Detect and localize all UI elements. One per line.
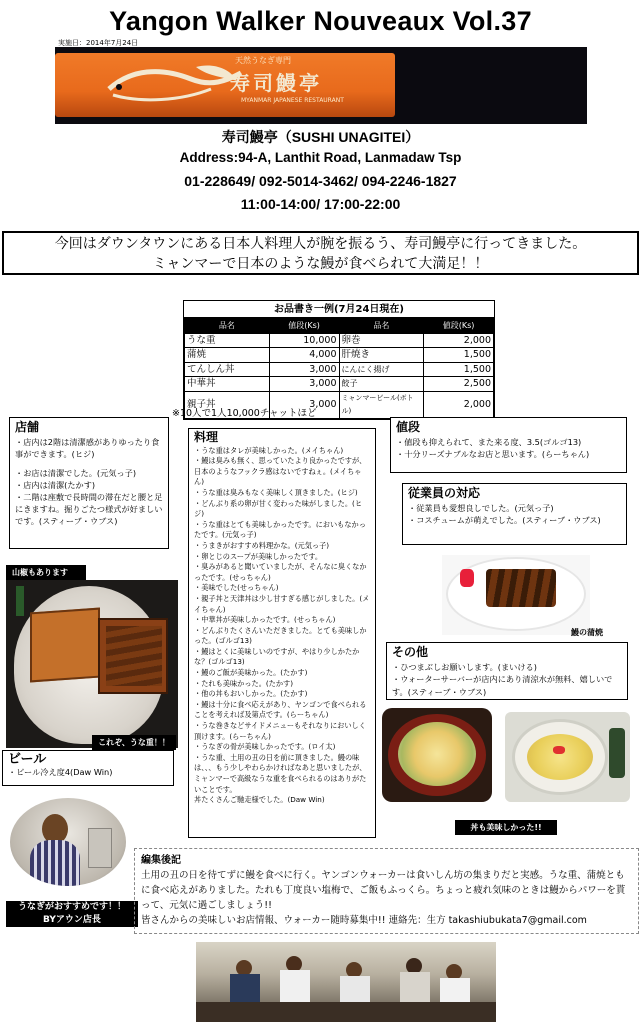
kabayaki-photo [442,555,590,635]
review-line: ・臭みがあると聞いていましたが、そんなに臭くなかったです。(せっちゃん) [194,562,367,582]
menu-title: お品書き一例(7月24日現在) [184,301,494,318]
menu-item-price: 2,000 [424,333,494,348]
review-line: ・鰻はとくに美味しいのですが、やはり少しかたかな？(ゴルゴ13) [194,646,360,667]
menu-note: ※10人で1人10,000チャットほど [172,408,317,419]
unaju-photo [6,580,178,748]
review-line: ・美味でした(せっちゃん) [194,583,279,593]
food-review-list [194,446,370,806]
menu-item-name: 中華丼 [185,377,270,392]
manager-caption-line-1: うなぎがおすすめです！！ [6,901,138,914]
review-line: ・従業員も愛想良しでした。(元気っ子) [408,503,554,514]
shop-review-box [9,417,169,549]
review-line: ・どんぶり系の卵が甘く変わった味がしました。(ヒジ) [194,498,363,519]
menu-item-name: 親子丼 [185,391,270,418]
review-line: ・うなぎの骨が美味しかったです。(ロイ太) [194,742,336,752]
col-name-left: 品名 [185,319,270,334]
editor-note-contact: 皆さんからの美味しいお店情報、ウォーカー随時募集中!! 連絡先：生方 takashiubukata7@gmail.com [141,915,587,926]
menu-table [183,300,495,420]
menu-item-name: 肝焼き [339,348,424,363]
shop-phone: 01-228649/ 092-5014-3462/ 094-2246-1827 [184,173,457,189]
review-line: ・親子丼と天津丼は少し甘すぎる感じがしました。(メイちゃん) [194,593,370,614]
donburi-photo-1 [382,708,492,802]
caption-sansho: 山椒もあります [6,565,86,580]
sign-name: 寿司鰻亭 [230,71,322,95]
manager-caption-line-2: BYアウン店長 [6,914,138,927]
review-line: ・うな重は臭みもなく美味しく頂きました。(ヒジ) [194,487,358,497]
eel-logo-icon [101,59,251,111]
editor-note [134,848,639,934]
review-line: ・どんぶりたくさんいただきました。とても美味しかった。(ゴルゴ13) [194,625,367,646]
food-review-heading: 料理 [194,430,219,444]
review-line: ・うな重はとても美味しかったです。においもなかったです。(元気っ子) [194,519,366,540]
col-price-right: 値段(Ks) [424,319,494,334]
menu-item-price: 3,000 [269,391,339,418]
review-line: ・ビール冷え度4(Daw Win) [8,767,113,778]
menu-item-name: ミャンマービール(ボトル) [339,391,424,418]
review-line: ・たれも美味かった。(たかす) [194,678,294,688]
review-line: ・中華丼が美味しかったです。(せっちゃん) [194,615,336,625]
shop-name: 寿司鰻亭（SUSHI UNAGITEI） [221,129,420,145]
donburi-photo-2 [505,712,630,802]
caption-unaju: これぞ、うな重！！ [92,735,176,750]
menu-item-price: 3,000 [269,362,339,377]
other-review-box [386,642,628,700]
menu-item-price: 2,500 [424,377,494,392]
col-name-right: 品名 [339,319,424,334]
staff-review-heading: 従業員の対応 [408,486,481,500]
shop-sign [55,53,395,117]
beer-review-box [2,750,174,786]
sign-english: MYANMAR JAPANESE RESTAURANT [241,97,344,104]
review-line: ・二階は座敷で長時間の滞在だと腰と足にきますね。掘りごたつ様式が好ましいです。(スティーブ・ウブス) [15,492,163,527]
page-title: Yangon Walker Nouveaux Vol.37 [109,6,532,36]
menu-item-price: 3,000 [269,377,339,392]
shop-address: Address:94-A, Lanthit Road, Lanmadaw Tsp [179,150,462,165]
review-line: ・値段も抑えられて、また来る度、3.5(ゴルゴ13) [396,437,582,448]
menu-header-row [185,319,494,334]
review-line: 丼たくさんご馳走様でした。(Daw Win) [194,795,325,805]
shop-review-heading: 店舗 [15,420,40,434]
staff-review-box [402,483,627,545]
menu-item-price: 1,500 [424,348,494,363]
review-line: ・ウォーターサーバーが店内にあり清涼水が無料、嬉しいです。(スティーブ・ウブス) [392,674,613,697]
manager-photo [10,798,126,886]
review-line: ・鰻は臭みも無く、思っていたより良かったですが、日本のようなフックラ感はないですねぇ。(メイちゃん) [194,456,367,487]
editor-note-heading: 編集後記 [141,855,181,866]
review-line: ・卵とじのスープが美味しかったです。 [194,551,323,561]
beer-review-heading: ビール [8,752,47,767]
price-review-heading: 値段 [396,420,421,434]
caption-kabayaki: 鰻の蒲焼 [571,628,603,637]
sign-subtitle: 天然うなぎ専門 [235,56,291,65]
review-line: ・うな重はタレが美味しかった。(メイちゃん) [194,445,344,455]
review-line: ・店内は清潔(たかす) [15,479,96,490]
review-line: ・コスチュームが萌えでした。(スティーブ・ウブス) [408,515,601,526]
intro-line-2: ミャンマーで日本のような鰻が食べられて大満足！！ [152,256,489,272]
menu-item-name: 卵巻 [339,333,424,348]
review-line: ・うな巻きなどサイドメニューもそれなりにおいしく頂けます。(らーちゃん) [194,721,366,741]
shop-hours: 11:00-14:00/ 17:00-22:00 [240,196,401,212]
col-price-left: 値段(Ks) [269,319,339,334]
review-line: ・お店は清潔でした。(元気っ子) [15,467,137,478]
menu-item-price: 10,000 [269,333,339,348]
review-line: ・鰻のご飯が美味かった。(たかす) [194,668,308,678]
intro-line-1: 今回はダウンタウンにある日本人料理人が腕を振るう、寿司鰻亭に行ってきました。 [54,236,587,252]
review-line: ・店内は2階は清潔感がありゆったり食事ができます。(ヒジ) [15,437,160,460]
menu-item-price: 1,500 [424,362,494,377]
review-line: ・他の丼もおいしかった。(たかす) [194,689,308,699]
menu-item-name: うな重 [185,333,270,348]
event-date: 実施日：2014年7月24日 [58,39,139,47]
menu-row [185,362,494,377]
editor-note-text: 土用の丑の日を待てずに鰻を食べに行く。ヤンゴンウォーカーは食いしん坊の集まりだと実感。うな重、蒲焼ともに食べ応えがありました。たれも丁度良い塩梅で、ご飯もふっくら。ちょっと疲れ気味のときは鰻からパワーを貰って、元気に過ごしましょう!! [141,870,626,911]
menu-grid [184,318,494,419]
menu-item-name: てんしん丼 [185,362,270,377]
menu-item-name: にんにく揚げ [339,362,424,377]
review-line: ・鰻は十分に食べ応えがあり、ヤンゴンで食べられることを考えれば及第点です。(らーちゃん) [194,699,367,720]
menu-row [185,348,494,363]
price-review-box [390,417,627,473]
other-review-heading: その他 [392,645,429,659]
intro-box [2,231,639,275]
menu-row [185,333,494,348]
manager-caption [6,901,138,927]
review-line: ・十分リーズナブルなお店と思います。(らーちゃん) [396,449,590,460]
menu-item-price: 4,000 [269,348,339,363]
menu-row [185,377,494,392]
menu-item-name: 餃子 [339,377,424,392]
food-review-box [188,428,376,838]
menu-item-price: 2,000 [424,391,494,418]
menu-item-name: 蒲焼 [185,348,270,363]
review-line: ・うまきがおすすめ料理かな。(元気っ子) [194,540,330,550]
banner-photo [55,47,587,124]
review-line: ・ひつまぶしお願いします。(まいける) [392,662,537,673]
review-line: ・うな重、土用の丑の日を前に頂きました。鰻の味は、、、もう少しやわらかければなあと思いましたが、ミャンマーで高級なうな重を食べられるのはありがたいことです。 [194,752,367,794]
group-photo [196,942,496,1022]
caption-donburi: 丼も美味しかった!! [455,820,557,835]
